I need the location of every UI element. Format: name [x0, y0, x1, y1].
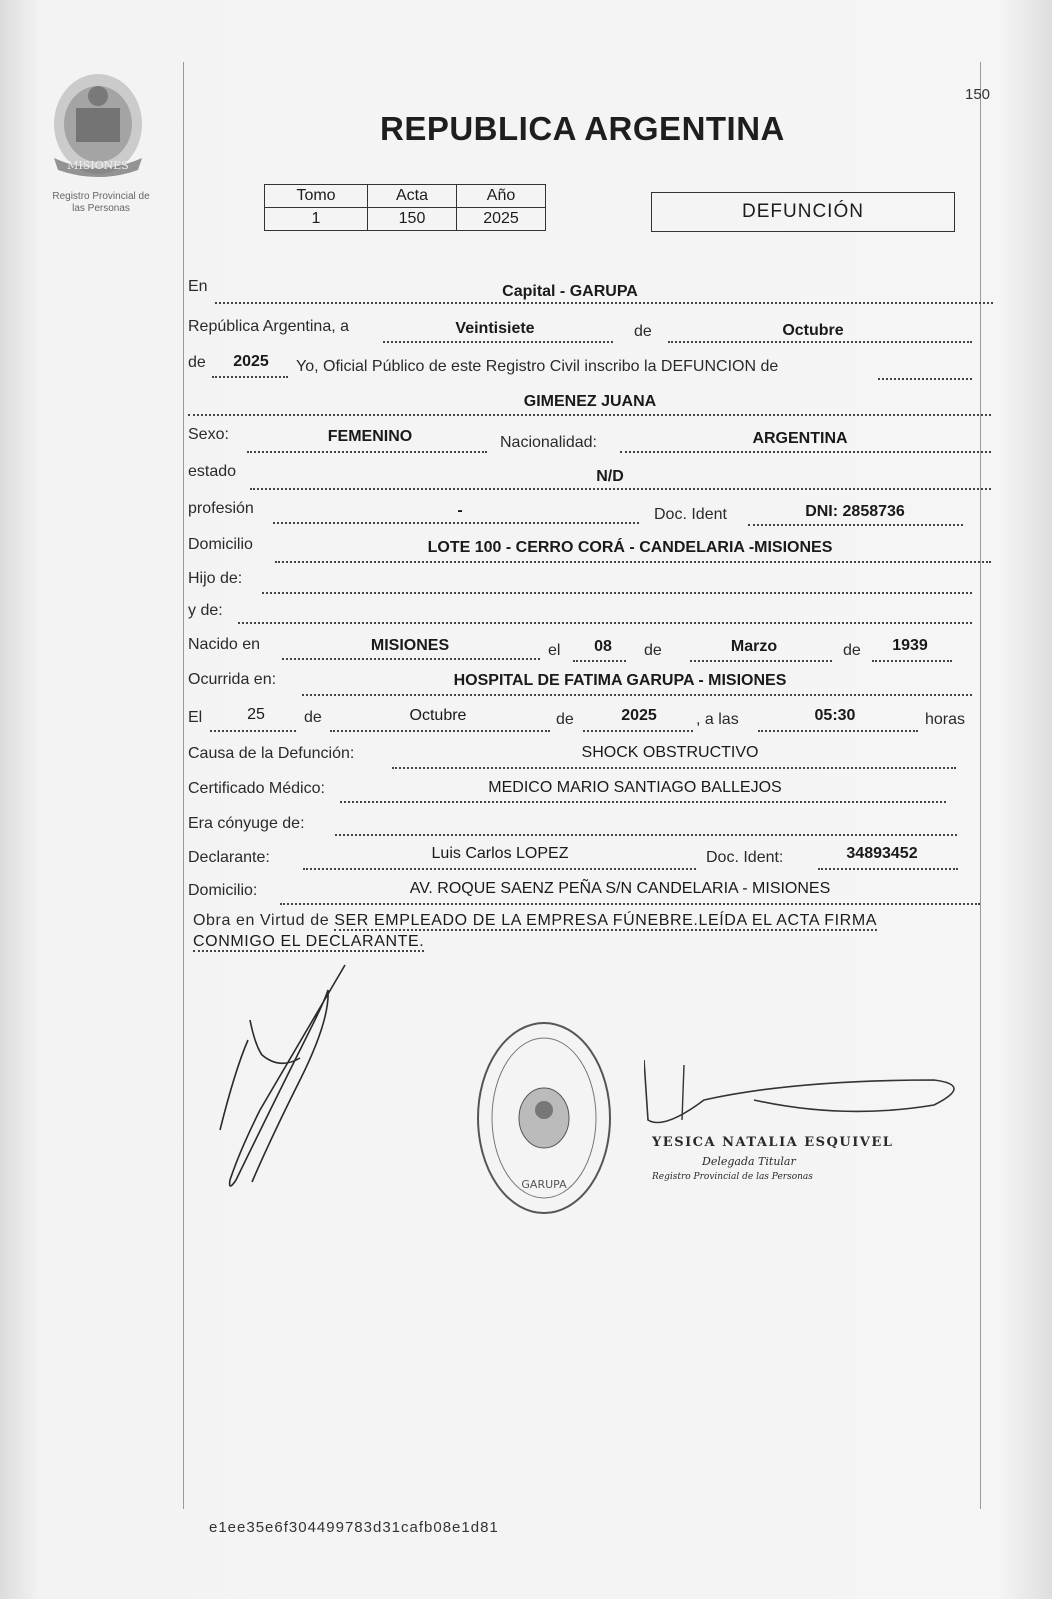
- delegate-signature: [644, 1060, 974, 1130]
- death-month-underline: [330, 730, 550, 732]
- declarante-value: Luis Carlos LOPEZ: [431, 845, 569, 862]
- day-underline: [383, 341, 613, 343]
- en-underline: [215, 302, 993, 304]
- birth-year-underline: [872, 660, 952, 662]
- svg-text:MISIONES: MISIONES: [67, 159, 129, 172]
- yde-label: y de:: [188, 602, 223, 619]
- el-label: el: [548, 642, 561, 659]
- death-time-value: 05:30: [814, 707, 856, 724]
- doc-value: DNI: 2858736: [805, 503, 905, 520]
- birth-month-value: Marzo: [730, 638, 778, 655]
- province-coat-of-arms-logo: [46, 66, 150, 178]
- place-value: Capital - GARUPA: [502, 283, 638, 300]
- month-underline: [668, 341, 972, 343]
- official-text: Yo, Oficial Público de este Registro Civil inscribo la DEFUNCION de: [296, 358, 779, 375]
- de-label-4: de: [843, 642, 861, 659]
- causa-value: SHOCK OBSTRUCTIVO: [581, 744, 759, 761]
- name-underline: [188, 414, 991, 416]
- record-type-box: DEFUNCIÓN: [651, 192, 955, 232]
- footer-hash: e1ee35e6f304499783d31cafb08e1d81: [209, 1519, 499, 1536]
- conyuge-label: Era cónyuge de:: [188, 815, 305, 832]
- certificado-label: Certificado Médico:: [188, 780, 325, 797]
- deceased-name: GIMENEZ JUANA: [523, 393, 657, 410]
- tomo-header: Tomo: [265, 185, 368, 208]
- obra-value-line1: SER EMPLEADO DE LA EMPRESA FÚNEBRE.LEÍDA EL ACTA FIRMA: [334, 912, 878, 929]
- sexo-label: Sexo:: [188, 426, 229, 443]
- alas-label: , a las: [696, 711, 739, 728]
- anio-value: 2025: [457, 208, 546, 231]
- de-label-3: de: [644, 642, 662, 659]
- death-year-value: 2025: [621, 707, 657, 724]
- estado-underline: [250, 488, 991, 490]
- de-label-6: de: [556, 711, 574, 728]
- tomo-value: 1: [265, 208, 368, 231]
- official-text-underline: [878, 378, 972, 380]
- ocurrida-label: Ocurrida en:: [188, 671, 277, 688]
- obra-text: [193, 910, 978, 952]
- doc2-label: Doc. Ident:: [706, 849, 784, 866]
- delegate-name: YESICA NATALIA ESQUIVEL: [652, 1135, 894, 1150]
- profesion-underline: [273, 522, 639, 524]
- nacido-underline: [282, 658, 540, 660]
- acta-value: 150: [368, 208, 457, 231]
- death-month-value: Octubre: [409, 707, 467, 724]
- causa-label: Causa de la Defunción:: [188, 745, 355, 762]
- declarante-label: Declarante:: [188, 849, 270, 866]
- birth-day-value: 08: [594, 638, 612, 655]
- doc-label: Doc. Ident: [654, 506, 727, 523]
- de-label-1: de: [634, 323, 652, 340]
- certificado-underline: [340, 801, 946, 803]
- acta-header: Acta: [368, 185, 457, 208]
- death-day-underline: [210, 730, 296, 732]
- hijo-label: Hijo de:: [188, 570, 243, 587]
- estado-label: estado: [188, 463, 237, 480]
- birth-year-value: 1939: [892, 637, 928, 654]
- domicilio-underline: [275, 561, 991, 563]
- republica-label: República Argentina, a: [188, 318, 349, 335]
- death-day-value: 25: [247, 706, 265, 723]
- sexo-value: FEMENINO: [327, 428, 413, 445]
- domicilio2-underline: [280, 903, 980, 905]
- nacionalidad-underline: [620, 451, 991, 453]
- obra-label: Obra en Virtud de: [193, 912, 330, 929]
- sexo-underline: [247, 451, 487, 453]
- registry-caption: Registro Provincial de las Personas: [52, 191, 150, 214]
- day-words-value: Veintisiete: [455, 320, 535, 337]
- horas-label: horas: [925, 711, 966, 728]
- domicilio-value: LOTE 100 - CERRO CORÁ - CANDELARIA -MISIONES: [427, 539, 833, 556]
- profesion-value: -: [457, 502, 463, 519]
- certificado-value: MEDICO MARIO SANTIAGO BALLEJOS: [488, 779, 782, 796]
- page-number: 150: [965, 86, 991, 103]
- ocurrida-value: HOSPITAL DE FATIMA GARUPA - MISIONES: [453, 672, 787, 689]
- el2-label: El: [188, 709, 203, 726]
- year-value: 2025: [233, 353, 269, 370]
- domicilio-label: Domicilio: [188, 536, 253, 553]
- nacido-label: Nacido en: [188, 636, 261, 653]
- right-margin-line: [980, 62, 981, 1509]
- doc-underline: [748, 524, 963, 526]
- nacionalidad-label: Nacionalidad:: [500, 434, 597, 451]
- stamp-city: GARUPA: [521, 1178, 567, 1191]
- conyuge-underline: [335, 834, 957, 836]
- declarante-underline: [303, 868, 696, 870]
- delegate-org: Registro Provincial de las Personas: [652, 1172, 813, 1182]
- de-label-5: de: [304, 709, 322, 726]
- domicilio2-value: AV. ROQUE SAENZ PEÑA S/N CANDELARIA - MISIONES: [409, 880, 831, 897]
- estado-value: N/D: [596, 468, 624, 485]
- doc2-value: 34893452: [846, 845, 918, 862]
- hijo-underline: [262, 592, 972, 594]
- birth-month-underline: [690, 660, 832, 662]
- month-value: Octubre: [782, 322, 844, 339]
- doc2-underline: [818, 868, 958, 870]
- birth-place-value: MISIONES: [370, 637, 450, 654]
- causa-underline: [392, 767, 956, 769]
- page-title: REPUBLICA ARGENTINA: [380, 110, 785, 147]
- birth-day-underline: [573, 660, 626, 662]
- obra-value-line2: CONMIGO EL DECLARANTE.: [193, 933, 425, 950]
- profesion-label: profesión: [188, 500, 254, 517]
- anio-header: Año: [457, 185, 546, 208]
- delegate-role: Delegada Titular: [702, 1155, 796, 1168]
- year-underline: [212, 376, 288, 378]
- domicilio2-label: Domicilio:: [188, 882, 258, 899]
- reference-table: [264, 184, 546, 231]
- de-label-2: de: [188, 354, 206, 371]
- death-time-underline: [758, 730, 918, 732]
- registry-round-stamp: [474, 1018, 614, 1218]
- death-year-underline: [583, 730, 693, 732]
- nacionalidad-value: ARGENTINA: [752, 430, 848, 447]
- en-label: En: [188, 278, 208, 295]
- declarant-signature: [200, 960, 350, 1200]
- yde-underline: [238, 622, 972, 624]
- left-margin-line: [183, 62, 184, 1509]
- ocurrida-underline: [302, 694, 972, 696]
